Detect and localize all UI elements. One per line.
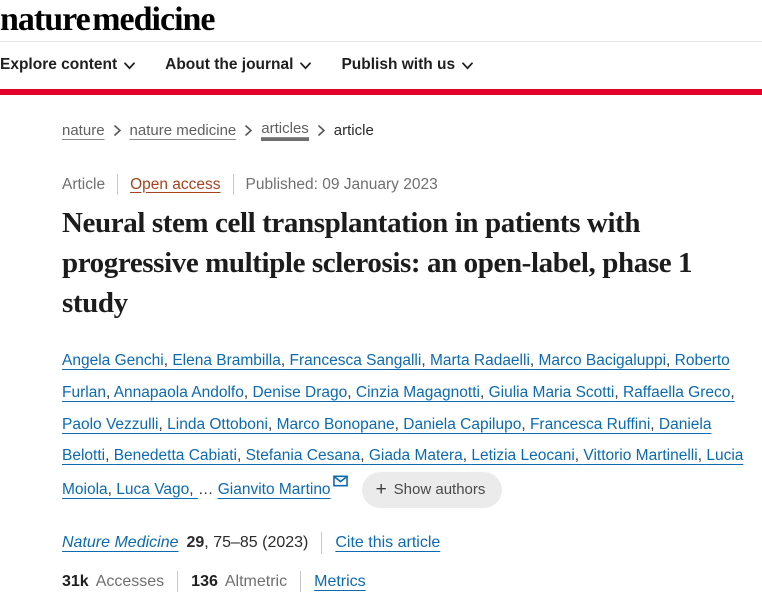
author-ellipsis: … <box>197 481 214 499</box>
published-date: Published: 09 January 2023 <box>245 175 438 193</box>
article-meta <box>62 174 742 195</box>
corresponding-author-link[interactable]: Gianvito Martino <box>217 481 331 499</box>
author-list <box>62 345 752 508</box>
author-link[interactable]: Linda Ottoboni , <box>167 416 276 433</box>
altmetric-count: 136 <box>191 572 218 590</box>
show-authors-label: Show authors <box>393 481 486 499</box>
breadcrumb-nature[interactable]: nature <box>62 122 105 139</box>
author-link[interactable]: Daniela Capilupo , <box>403 416 530 433</box>
breadcrumb-nature-medicine[interactable]: nature medicine <box>129 122 237 139</box>
volume-number: 29 <box>186 534 205 552</box>
author-link[interactable]: Giada Matera , <box>369 447 472 464</box>
author-link[interactable]: Vittorio Martinelli , <box>583 447 706 464</box>
author-link[interactable]: Luca Vago , <box>116 481 198 498</box>
author-link[interactable]: Annapaola Andolfo , <box>114 384 253 401</box>
article-title: Neural stem cell transplantation in patients with progressive multiple sclerosis: an open-label, phase 1 study <box>62 207 693 320</box>
cite-this-article-link[interactable]: Cite this article <box>335 534 441 552</box>
author-link[interactable]: Francesca Ruffini , <box>530 416 659 433</box>
brand-accent-bar <box>0 89 762 95</box>
author-link[interactable]: Benedetta Cabiati , <box>114 447 246 464</box>
metrics-link[interactable]: Metrics <box>314 572 366 590</box>
author-link[interactable]: Daniela Belotti , <box>62 416 711 465</box>
citation-row <box>62 532 742 554</box>
author-link[interactable]: Raffaella Greco , <box>623 384 735 401</box>
nav-publish-with-us-label: Publish with us <box>341 56 456 73</box>
author-link[interactable]: Lucia Moiola , <box>62 447 743 498</box>
divider <box>117 174 118 195</box>
author-link[interactable]: Elena Brambilla , <box>172 352 289 369</box>
chevron-down-icon <box>124 57 135 75</box>
accesses-label: Accesses <box>95 572 165 590</box>
author-link[interactable]: Marta Radaelli , <box>430 352 539 369</box>
open-access-link[interactable]: Open access <box>130 175 221 193</box>
chevron-right-icon <box>114 123 121 140</box>
author-link[interactable]: Marco Bacigaluppi , <box>539 352 675 369</box>
pages-year: , 75–85 (2023) <box>204 534 309 552</box>
journal-logo[interactable]: nature medicine <box>0 1 215 38</box>
nav-publish-with-us[interactable] <box>341 55 473 75</box>
show-authors-button[interactable] <box>362 472 503 508</box>
plus-icon: + <box>375 479 387 501</box>
nav-about-journal-label: About the journal <box>165 56 294 73</box>
author-link[interactable]: Letizia Leocani , <box>471 447 583 464</box>
chevron-down-icon <box>300 57 311 75</box>
chevron-right-icon <box>318 123 325 140</box>
article-header <box>0 174 762 592</box>
author-link[interactable]: Angela Genchi , <box>62 352 172 369</box>
author-link[interactable]: Francesca Sangalli , <box>290 352 430 369</box>
author-link[interactable]: Giulia Maria Scotti , <box>489 384 623 401</box>
author-link[interactable]: Paolo Vezzulli , <box>62 416 167 433</box>
divider <box>233 174 234 195</box>
site-header <box>0 0 762 95</box>
email-envelope-icon[interactable] <box>333 467 348 499</box>
nav-about-journal[interactable] <box>165 55 311 75</box>
logo-row <box>0 0 762 42</box>
breadcrumb-articles[interactable]: articles <box>261 120 309 141</box>
author-link[interactable]: Roberto Furlan , <box>62 352 730 401</box>
chevron-right-icon <box>245 123 252 140</box>
nav-explore-content[interactable] <box>0 55 135 75</box>
nav-explore-content-label: Explore content <box>0 56 118 73</box>
article-type-label: Article <box>62 175 106 193</box>
breadcrumb <box>0 120 762 141</box>
author-link[interactable]: Stefania Cesana , <box>246 447 369 464</box>
chevron-down-icon <box>462 57 473 75</box>
author-link[interactable]: Cinzia Magagnotti , <box>356 384 489 401</box>
accesses-count: 31k <box>62 572 89 590</box>
author-link[interactable]: Denise Drago , <box>252 384 355 401</box>
main-nav <box>0 42 762 89</box>
journal-link[interactable]: Nature Medicine <box>62 534 179 552</box>
breadcrumb-article: article <box>333 122 374 139</box>
divider <box>321 532 322 554</box>
author-link[interactable]: Marco Bonopane , <box>277 416 404 433</box>
altmetric-label: Altmetric <box>224 572 288 590</box>
